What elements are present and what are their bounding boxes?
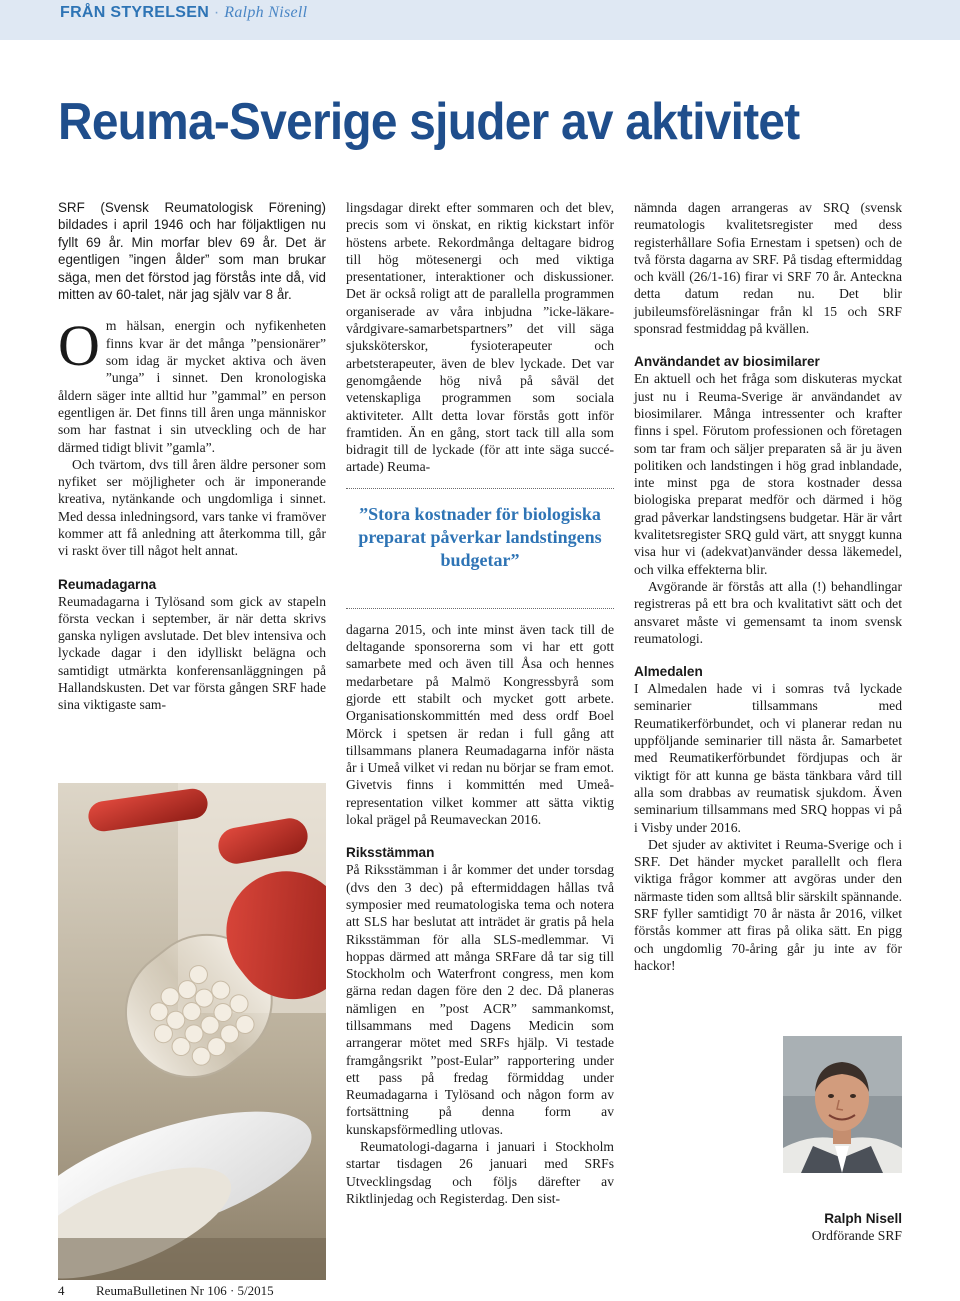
- subheading-riksstamman: Riksstämman: [346, 845, 435, 861]
- body-paragraph: dagarna 2015, och inte minst även tack till de deltagande sponsorerna som vi har ett gott samarbete med och även till Åsa och hennes medarbetare på Malmö Kongressbyrå som gjorde ett stabilt och mycket gott arbete. Organisationskommittén med dess ordf Boel Mörck i spetsen är redan i full gång att tillsammans planera Reumadagarna inför nästa år i Umeå vilket vi redan nu börjar se fram emot. Givetvis finns i kommittén med Umeå-representation vilket kommer att sätta viktig lokal prägel på Reumaveckan 2016.: [346, 621, 614, 828]
- body-paragraph: Avgörande är förstås att alla (!) behandlingar registreras på ett bra och kvalitativt sätt och det ansvaret måste vi gemensamt ta inom svensk reumatologi.: [634, 578, 902, 646]
- capsules-photo: [58, 783, 326, 1280]
- column-1: [58, 199, 326, 714]
- subheading-biosimilarer: Användandet av biosimilarer: [634, 354, 820, 370]
- caption-role: Ordförande SRF: [811, 1228, 902, 1243]
- subheading-reumadagarna: Reumadagarna: [58, 576, 157, 592]
- body-paragraph: nämnda dagen arrangeras av SRQ (svensk reumatologis kvalitetsregister med dess registerhållare Sofia Ernestam i spetsen) och de två första dagarna av SRF. På tisdag eftermiddag och kväll (26/1-16) firar vi SRF 70 år. Anteckna detta datum redan nu. Det blir jubileumsföreläsningar från kl 15 och SRF sponsrad festmiddag på kvällen.: [634, 200, 902, 337]
- body-paragraph: I Almedalen hade vi i somras två lyckade seminarier tillsammans med Reumatikerförbundet, och vi planerar redan nu uppföljande seminarier till nästa år. Samarbetet med Reumatikerförbundet fördjupas och är viktigt för att kunna ge bästa tänkbara vård till alla som drabbas av reumatisk sjukdom. Även seminarium tillsammans med SRQ hoppas vi på i Visby under 2016.: [634, 681, 902, 835]
- section-label: FRÅN STYRELSEN: [60, 4, 210, 21]
- column-3: [634, 199, 902, 974]
- capsules-illustration: [58, 783, 326, 1280]
- page-number: 4: [58, 1283, 65, 1298]
- section-header-bar: [0, 0, 960, 40]
- body-paragraph: Reumatologi-dagarna i januari i Stockholm startar tisdagen 26 januari med SRFs Utvecklingsdag och följs därefter av Riktlinjedag och Registerdag. Den sist-: [346, 1139, 614, 1206]
- body-paragraph: Det sjuder av aktivitet i Reuma-Sverige och i SRF. Det händer mycket parallellt och flera viktiga frågor kommer att avgöras under den närmaste tiden som alltså blir särskilt spännande. SRF fyller samtidigt 70 år nästa år 2016, vilket förstås kommer att firas på olika sätt. En pigg och ungdomlig 70-åring går ju inte av för hackor!: [634, 836, 902, 973]
- subheading-almedalen: Almedalen: [634, 664, 703, 680]
- page-footer: [58, 1283, 274, 1299]
- portrait-illustration: [783, 1036, 902, 1173]
- column-2: [346, 199, 614, 1207]
- lead-paragraph: SRF (Svensk Reumatologisk Förening) bildades i april 1946 och har följaktligen nu fyllt 69 år. Min morfar blev 69 år. Det är egentligen ”ingen ålder” som man brukar säga, men det förstod jag förstås inte då, vid mitten av 60-talet, när jag själv var 8 år.: [58, 200, 326, 303]
- intro-text: m hälsan, energin och nyfikenheten finns kvar är det många ”pensionärer” som idag är mycket aktiva och även ”unga” i sinnet. Den kronologiska åldern säger inte alltid hur ”gammal” en person egentligen är. Det finns till åren unga människor som har fastnat i sin utveckling och de har därmed tidigt blivit ”gamla”.: [58, 318, 326, 455]
- body-paragraph: Och tvärtom, dvs till åren äldre personer som nyfiket ser möjligheter och är imponerande kreativa, nytänkande och ungdomliga i sinnet. Med dessa inledningsord, vars tanke vi framöver kommer att få anledning att återkomma till, går vi raskt över till något helt annat.: [58, 456, 326, 559]
- body-paragraph: På Riksstämman i år kommer det under torsdag (dvs den 3 dec) på eftermiddagen hållas två symposier med reumatologiska tema och notera att SLS har beslutat att inträdet är gratis på hela Riksstämman för alla SLS-medlemmar. Vi hoppas därmed att många SRFare då tar sig till Stockholm och Waterfront congress, men kom gärna redan dagen före den 2 dec. Då planeras nämligen en ”post ACR” sammankomst, tillsammans med Dagens Medicin som arrangerar mötet med SRFs hjälp. Vi testade framgångsrikt ”post-Eular” rapportering under ett pass på fredag förmiddag under Reumadagarna i Tylösand och någon form av fortsättning på denna form av kunskapsförmedling utlovas.: [346, 862, 614, 1137]
- section-header: [60, 4, 307, 22]
- header-separator: ·: [213, 4, 220, 21]
- drop-cap: O: [58, 313, 100, 379]
- body-paragraph: En aktuell och het fråga som diskuteras myckat just nu i Reuma-Sverige är användandet av biosimilarer. Många intressenter och krafter finns i spel. Förutom professionen och företagen som tar fram och säljer preparaten så är ju även politiken och landstingen i hög grad inblandade, inte minst pga de stora kostnader dessa biologiska preparat medför och därmed i hög grad påverkar landstingsens budgetar. Här är vårt kvalitetsregister SRQ guld värt, att snyggt kunna visa hur vi (adekvat)använder dessa läkemedel, och vilka effekterna blir.: [634, 371, 902, 577]
- author-portrait: [783, 1036, 902, 1173]
- header-author: Ralph Nisell: [224, 4, 308, 21]
- body-paragraph: Reumadagarna i Tylösand som gick av stapeln första veckan i september, är när detta skrivs ganska nyligen avslutade. Det blev intensiva och lyckade dagar i den idylliskt belägna och samtidigt utmärkta konferensanläggningen på Hallandskusten. Det var första gången SRF hade sina viktigaste sam-: [58, 593, 326, 713]
- publication-info: ReumaBulletinen Nr 106 · 5/2015: [96, 1283, 274, 1298]
- portrait-caption: [634, 1210, 902, 1244]
- article-title: Reuma-Sverige sjuder av aktivitet: [58, 93, 800, 151]
- caption-name: Ralph Nisell: [824, 1211, 902, 1226]
- body-paragraph: lingsdagar direkt efter sommaren och det blev, precis som vi önskat, en riktig kickstart inför höstens arbete. Rekordmånga deltagare bidrog till hög mötesenergi och med viktiga presentationer, interaktioner och diskussioner. Det är också roligt att de parallella programmen organiserade av våra inbjudna ”icke-läkare-vårdgivare-samarbetspartners” det vill säga sjuksköterskor, fysioterapeuter och arbetsterapeuter, även de blev lyckade. Det var genomgående hög nivå på såväl det vetenskapliga programmen som sociala aktiviteter. Allt detta lovar förstås gott inför framtiden. Än en gång, stort tack till alla som bidragit till de lyckade (för att inte säga succé-artade) Reuma-: [346, 200, 614, 475]
- intro-paragraph: [58, 313, 326, 455]
- pull-quote: ”Stora kostnader för biologiska preparat påverkar landstingens budgetar”: [346, 488, 614, 609]
